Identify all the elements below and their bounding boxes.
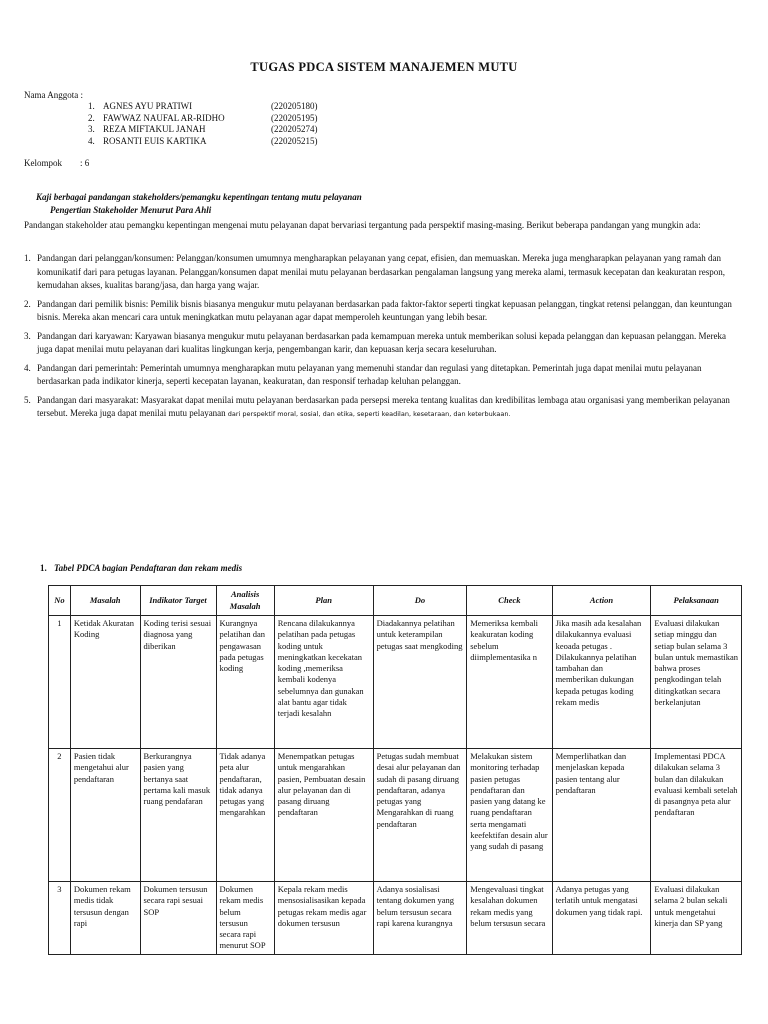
cell-masalah: Ketidak Akuratan Koding [70,616,140,749]
list-text: Pandangan dari karyawan: Karyawan biasanya mengukur mutu pelayanan berdasarkan pada kemampuan mereka untuk memberikan solusi kepada pelanggan dan kepuasan pelanggan. Mereka juga dapat menilai mutu pelayanan dari kualitas lingkungan kerja, pengembangan karir, dan kepuasan kerja secara keseluruhan. [37,330,726,354]
group-value: : 6 [80,158,90,168]
member-number: 2. [88,112,95,123]
table-row [49,616,742,749]
pdca-table [48,585,742,955]
section-heading: Kaji berbagai pandangan stakeholders/pemangku kepentingan tentang mutu pelayanan [36,192,362,202]
cell-indikator-target: Koding terisi sesuai diagnosa yang diberikan [140,616,216,749]
cell-check: Melakukan sistem monitoring terhadap pasien petugas pendaftaran dan pasien yang datang ke ruang pendaftaran serta mengamati keefektifan desain alur yang sudah di pasang [467,749,552,882]
member-id: (220205274) [271,124,318,134]
member-number: 3. [88,124,95,134]
member-name: ROSANTI EUIS KARTIKA [103,135,207,146]
cell-no: 2 [49,749,71,882]
cell-analisis-masalah: Dokumen rekam medis belum tersusun secara rapi menurut SOP [216,882,274,955]
cell-plan: Rencana dilakukannya pelatihan pada petugas koding untuk meningkatkan kecekatan koding ,memeriksa kembali kodenya sebelumnya dan gunakan alat bantu agar tidak terjadi kesalahn [274,616,373,749]
cell-do: Diadakannya pelatihan untuk keterampilan petugas saat mengkoding [373,616,467,749]
cell-action: Memperlihatkan dan menjelaskan kepada pasien tentang alur pendaftaran [552,749,651,882]
member-row [88,113,318,125]
list-item [24,394,742,422]
group-number [24,158,89,170]
cell-action: Adanya petugas yang terlatih untuk mengatasi dokumen yang tidak rapi. [552,882,651,955]
cell-no: 3 [49,882,71,955]
member-number: 1. [88,101,95,111]
list-item [24,298,742,325]
table-title-number: 1. [40,563,47,573]
member-name: AGNES AYU PRATIWI [103,101,193,111]
cell-masalah: Dokumen rekam medis tidak tersusun dengan rapi [70,882,140,955]
header-do: Do [373,586,467,616]
member-id: (220205195) [271,112,318,123]
cell-plan: Menempatkan petugas untuk mengarahkan pasien, Pembuatan desain alur pelayanan dan di pasang diruang pendaftaran [274,749,373,882]
header-indikator-target: Indikator Target [140,586,216,616]
header-no: No [49,586,71,616]
cell-pelaksanaan: Implementasi PDCA dilakukan selama 3 bulan dan dilakukan evaluasi kembali setelah di pasangnya peta alur pendaftaran [651,749,742,882]
list-item [24,362,742,389]
header-analisis-masalah: Analisis Masalah [216,586,274,616]
table-row [49,749,742,882]
cell-do: Adanya sosialisasi tentang dokumen yang belum tersusun secara rapi karena kurangnya [373,882,467,955]
list-number: 2. [24,298,31,309]
members-list [88,101,318,147]
header-check: Check [467,586,552,616]
cell-indikator-target: Dokumen tersusun secara rapi sesuai SOP [140,882,216,955]
table-row [49,882,742,955]
list-text [37,394,742,422]
header-plan: Plan [274,586,373,616]
list-text: Pandangan dari pelanggan/konsumen: Pelanggan/konsumen umumnya mengharapkan pelayanan yang cepat, efisien, dan memuaskan. Mereka juga mengharapkan pelayanan yang ramah dan komunikatif dari para petugas layanan. Pelanggan/konsumen dapat menilai mutu pelayanan berdasarkan pengalaman langsung yang mereka alami, termasuk kecepatan dan keakuratan respon, kemudahan akses, kualitas barang/jasa, dan harga yang wajar. [37,253,725,290]
list-text: Pandangan dari pemerintah: Pemerintah umumnya mengharapkan mutu pelayanan yang memenuhi standar dan regulasi yang ditetapkan. Pemerintah juga dapat menilai mutu pelayanan berdasarkan pada indikator kinerja, seperti kecepatan layanan, keakuratan, dan responsif terhadap keluhan pelanggan. [37,362,702,386]
intro-paragraph: Pandangan stakeholder atau pemangku kepentingan mengenai mutu pelayanan dapat bervariasi tergantung pada perspektif masing-masing. Berikut beberapa pandangan yang mungkin ada: [24,220,701,230]
table-header-row [49,586,742,616]
group-label: Kelompok [24,158,62,168]
cell-analisis-masalah: Tidak adanya peta alur pendaftaran, tidak adanya petugas yang mengarahkan [216,749,274,882]
header-pelaksanaan: Pelaksanaan [651,586,742,616]
cell-no: 1 [49,616,71,749]
member-row [88,136,318,148]
cell-do: Petugas sudah membuat desai alur pelayanan dan sudah di pasang diruang pendaftaran, adanya petugas yang Mengarahkan di ruang pendaftaran [373,749,467,882]
header-action: Action [552,586,651,616]
list-number: 5. [24,394,31,405]
list-number: 4. [24,362,31,373]
members-label: Nama Anggota : [24,90,83,100]
header-masalah: Masalah [70,586,140,616]
cell-pelaksanaan: Evaluasi dilakukan selama 2 bulan sekali untuk mengetahui kinerja dan SP yang [651,882,742,955]
member-id: (220205180) [271,101,318,111]
member-id: (220205215) [271,135,318,146]
list-text-tail: dari perspektif moral, sosial, dan etika, seperti keadilan, kesetaraan, dan keterbukaan. [225,410,511,418]
member-row [88,101,318,113]
table-title-text: Tabel PDCA bagian Pendaftaran dan rekam medis [54,563,243,573]
table-title [40,563,242,573]
cell-indikator-target: Berkurangnya pasien yang bertanya saat pertama kali masuk ruang pendafaran [140,749,216,882]
list-text: Pandangan dari pemilik bisnis: Pemilik bisnis biasanya mengukur mutu pelayanan berdasarkan pada faktor-faktor seperti tingkat kepuasan pelanggan, tingkat retensi pelanggan, dan keuntungan bisnis. Mereka akan mencari cara untuk meningkatkan mutu pelayanan agar dapat memperoleh keuntungan yang lebih besar. [37,298,732,322]
list-number: 1. [24,253,31,263]
list-number: 3. [24,330,31,341]
cell-pelaksanaan: Evaluasi dilakukan setiap minggu dan setiap bulan selama 3 bulan untuk memastikan bahwa proses pengkodingan telah ditingkatkan secara berkelanjutan [651,616,742,749]
cell-plan: Kepala rekam medis mensosialisasikan kepada petugas rekam medis agar dokumen tersusun [274,882,373,955]
cell-masalah: Pasien tidak mengetahui alur pendaftaran [70,749,140,882]
list-item [24,252,742,293]
member-number: 4. [88,135,95,146]
member-name: REZA MIFTAKUL JANAH [103,124,206,134]
cell-check: Mengevaluasi tingkat kesalahan dokumen rekam medis yang belum tersusun secara [467,882,552,955]
cell-analisis-masalah: Kurangnya pelatihan dan pengawasan pada petugas koding [216,616,274,749]
member-name: FAWWAZ NAUFAL AR-RIDHO [103,112,225,123]
list-text-main: Pandangan dari masyarakat: Masyarakat dapat menilai mutu pelayanan berdasarkan pada persepsi mereka tentang kualitas dan kredibilitas lembaga atau organisasi yang memberikan pelayanan tersebut. Mereka juga dapat menilai mutu pelayanan [37,394,730,418]
list-item [24,330,742,357]
document-title: TUGAS PDCA SISTEM MANAJEMEN MUTU [250,60,518,74]
cell-check: Memeriksa kembali keakuratan koding sebelum diimplementasika n [467,616,552,749]
cell-action: Jika masih ada kesalahan dilakukannya evaluasi keoada petugas . Dilakukannya pelatihan tambahan dan memberikan dukungan kepada petugas koding rekam medis [552,616,651,749]
section-subheading: Pengertian Stakeholder Menurut Para Ahli [50,205,212,215]
stakeholder-views-list [24,252,742,427]
member-row [88,124,318,136]
